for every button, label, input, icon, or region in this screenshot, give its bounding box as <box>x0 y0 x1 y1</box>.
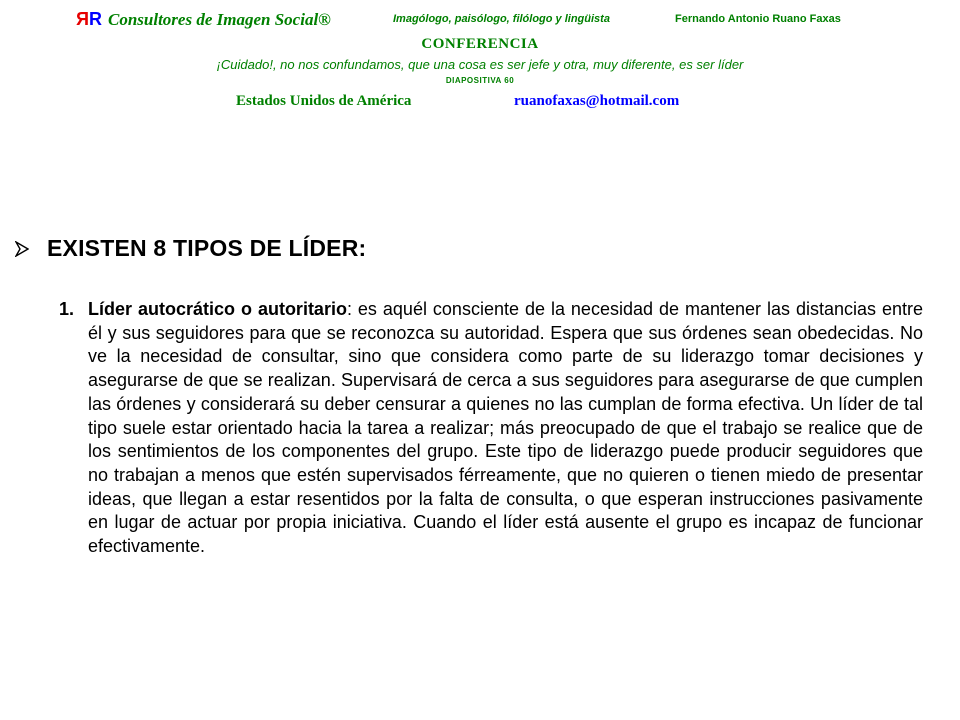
section-heading-row <box>15 235 366 262</box>
list-item-body: : es aquél consciente de la necesidad de mantener las distancias entre él y sus seguidores para que se reconozca su autoridad. Espera que sus órdenes sean obedecidas. No ve la necesidad de consultar, sino que considera como parte de su liderazgo tomar decisiones y asegurarse de que se realizan. Supervisará de cerca a sus seguidores para asegurarse de que cumplen las órdenes y considerará su deber censurar a quienes no las cumplan de forma efectiva. Un líder de tal tipo suele estar orientado hacia la tarea a realizar; más preocupado de que el trabajo se realice que de los sentimientos de los componentes del grupo. Este tipo de liderazgo puede producir seguidores que no trabajan a menos que estén supervisados férreamente, que no quieren o tienen miedo de presentar ideas, que llegan a estar resentidos por la falta de consulta, o que esperan instrucciones pasivamente en lugar de actuar por propia iniciativa. Cuando el líder está ausente el grupo es incapaz de funcionar efectivamente. <box>88 299 923 557</box>
profession-text: Imagólogo, paisólogo, filólogo y lingüista <box>393 13 610 25</box>
conference-tagline: ¡Cuidado!, no nos confundamos, que una cosa es ser jefe y otra, muy diferente, es ser líder <box>216 57 744 72</box>
list-item-text <box>88 298 923 559</box>
slide-number: DIAPOSITIVA 60 <box>445 76 515 85</box>
arrowhead-bullet-icon <box>15 241 29 257</box>
author-name: Fernando Antonio Ruano Faxas <box>675 13 841 25</box>
section-heading: EXISTEN 8 TIPOS DE LÍDER: <box>47 235 367 261</box>
list-item-number: 1. <box>59 299 75 319</box>
logo-letter-mirrored: R <box>76 9 89 29</box>
conference-label: CONFERENCIA <box>421 36 539 52</box>
logo-letter: R <box>89 9 102 29</box>
company-name: Consultores de Imagen Social® <box>108 10 331 29</box>
list-item <box>59 298 923 559</box>
brand-line <box>76 9 331 30</box>
email-address: ruanofaxas@hotmail.com <box>514 93 680 109</box>
list-item-title: Líder autocrático o autoritario <box>88 299 347 319</box>
slide-header <box>0 0 960 115</box>
country-label: Estados Unidos de América <box>236 93 412 109</box>
